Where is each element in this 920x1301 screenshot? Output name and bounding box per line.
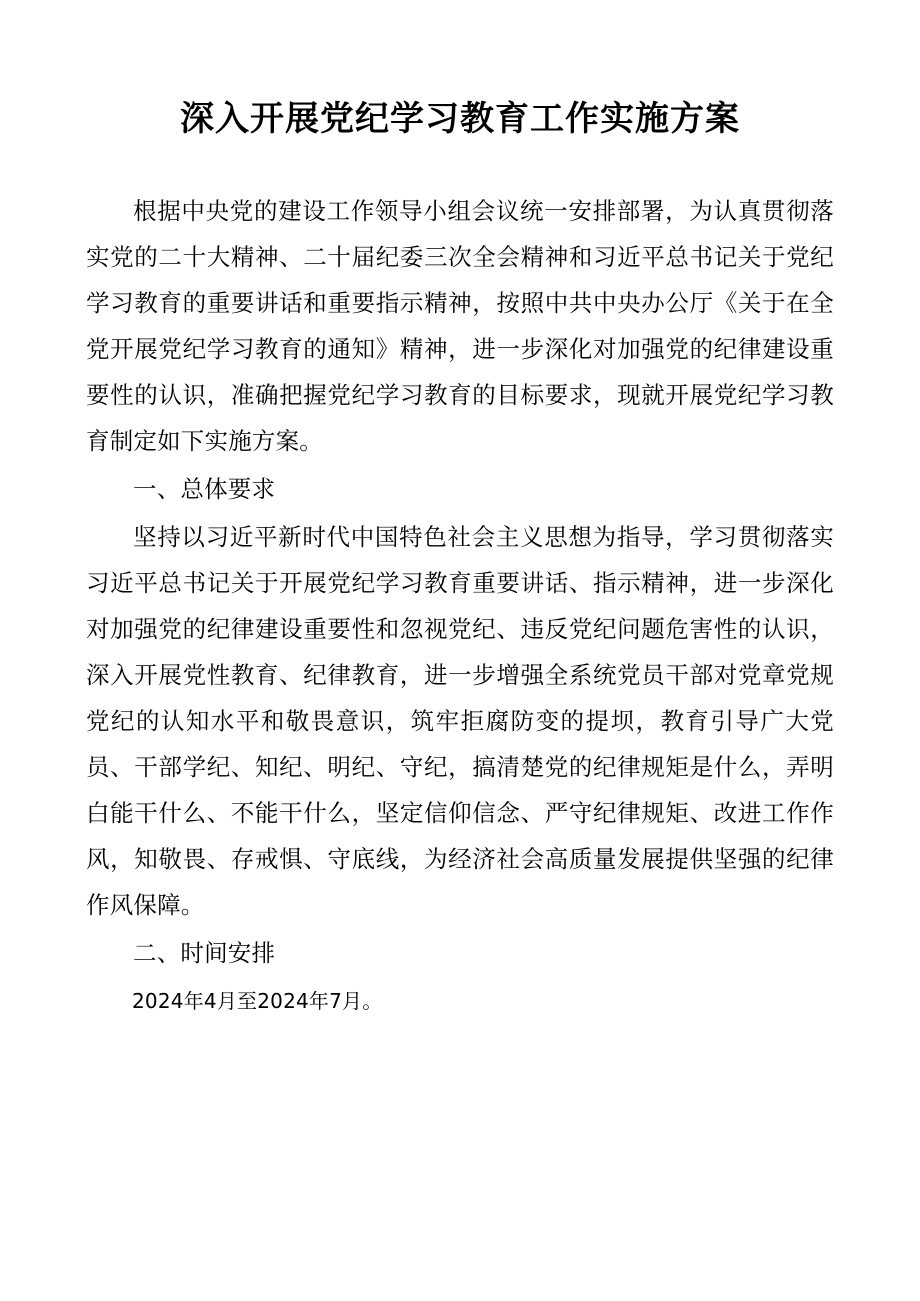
paragraph-intro: 根据中央党的建设工作领导小组会议统一安排部署，为认真贯彻落实党的二十大精神、二十届纪委三次全会精神和习近平总书记关于党纪学习教育的重要讲话和重要指示精神，按照中共中央办公厅《关于在全党开展党纪学习教育的通知》精神，进一步深化对加强党的纪律建设重要性的认识，准确把握党纪学习教育的目标要求，现就开展党纪学习教育制定如下实施方案。 <box>86 196 834 455</box>
paragraph-schedule: 2024年4月至2024年7月。 <box>132 988 383 1013</box>
section-heading-schedule: 二、时间安排 <box>133 938 276 967</box>
section-heading-overall-requirements: 一、总体要求 <box>133 474 276 503</box>
page-title: 深入开展党纪学习教育工作实施方案 <box>180 99 740 139</box>
paragraph-overall-requirements: 坚持以习近平新时代中国特色社会主义思想为指导，学习贯彻落实习近平总书记关于开展党纪学习教育重要讲话、指示精神，进一步深化对加强党的纪律建设重要性和忽视党纪、违反党纪问题危害性的认识，深入开展党性教育、纪律教育，进一步增强全系统党员干部对党章党规党纪的认知水平和敬畏意识，筑牢拒腐防变的提坝，教育引导广大党员、干部学纪、知纪、明纪、守纪，搞清楚党的纪律规矩是什么，弄明白能干什么、不能干什么，坚定信仰信念、严守纪律规矩、改进工作作风，知敬畏、存戒惧、守底线，为经济社会高质量发展提供坚强的纪律作风保障。 <box>86 522 834 919</box>
